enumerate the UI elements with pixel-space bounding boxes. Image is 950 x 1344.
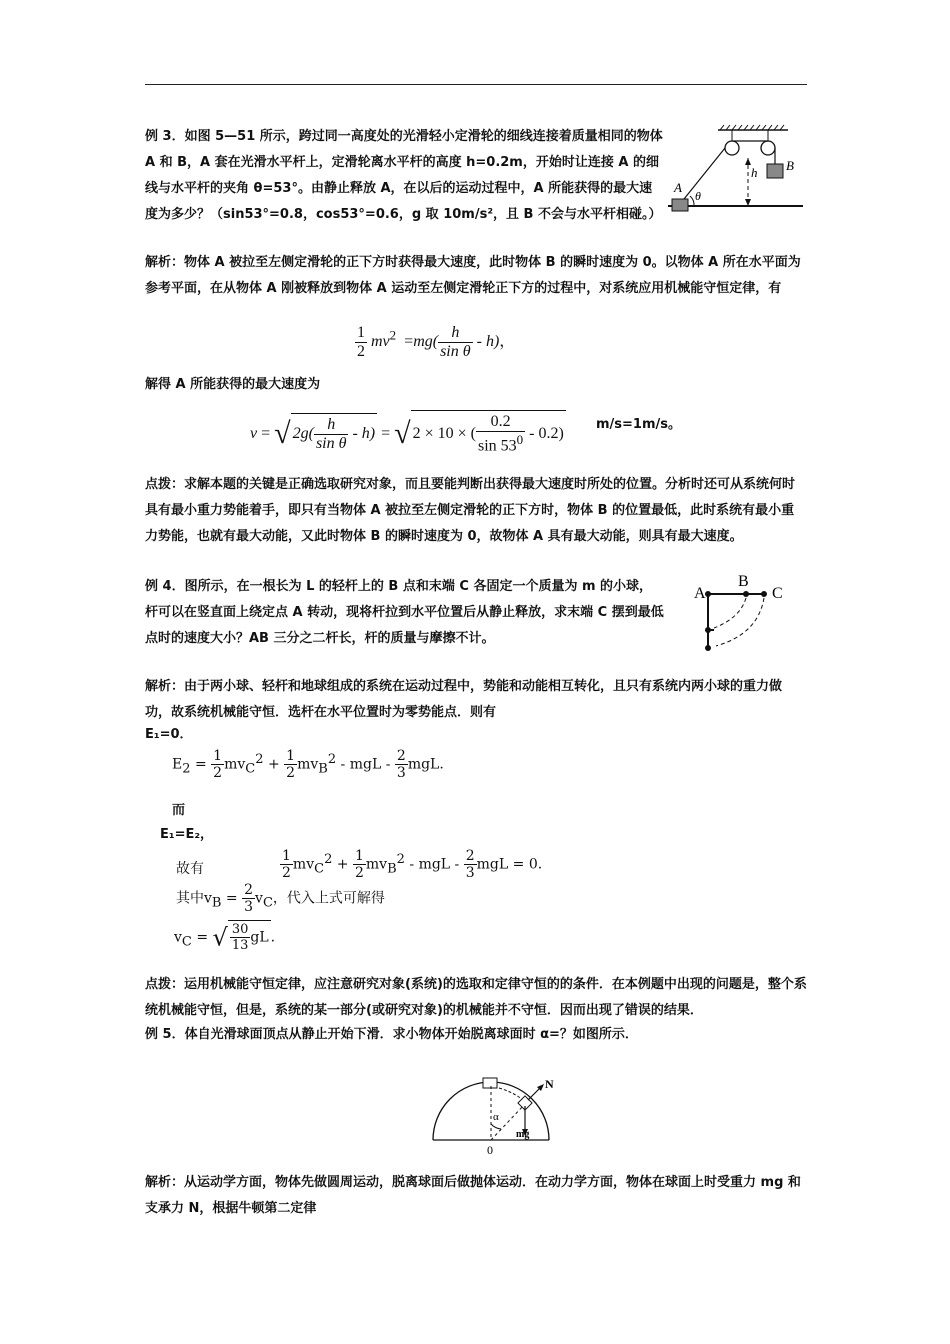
velocity-equation: v = √ 2g( $\frac{h}{\text{sin θ}}$ - h) = √ 2 × 10 × ( $\frac{0.2}{\sin 53^0}$ - 0.2) <box>250 410 566 455</box>
pulley-diagram <box>668 122 808 222</box>
example3-solve-line: 解得 A 所能获得的最大速度为 <box>145 377 321 392</box>
e1-equals-e2: E₁=E₂， <box>160 827 214 842</box>
example4-tip: 点拨：运用机械能守恒定律，应注意研究对象(系统)的选取和定律守恒的的条件．在本例题中出现的问题是，整个系统机械能守恒，但是，系统的某一部分(或研究对象)的机械能并不守恒．因而出现了错误的结果． <box>145 977 807 1018</box>
hemisphere-diagram <box>425 1074 565 1158</box>
example3-analysis: 解析：物体 A 被拉至左侧定滑轮的正下方时获得最大速度，此时物体 B 的瞬时速度为 0。以物体 A 所在水平面为参考平面，在从物体 A 刚被释放到物体 A 运动至左侧定滑轮正下方的过程中，对系统应用机械能守恒定律，有 <box>145 255 801 296</box>
vc-result: $v_C$ = √ $\frac{30}{13}$ gL . <box>174 922 276 953</box>
example4-analysis: 解析：由于两小球、轻杆和地球组成的系统在运动过程中，势能和动能相互转化，且只有系统内两小球的重力做功，故系统机械能守恒．选杆在水平位置时为零势能点．则有 <box>145 679 783 720</box>
label-a: A <box>674 180 682 195</box>
label-n: N <box>545 1077 554 1091</box>
velocity-result: m/s=1m/s。 <box>596 417 682 432</box>
label-alpha: α <box>493 1111 499 1123</box>
example5-text: 例 5．体自光滑球面顶点从静止开始下滑．求小物体开始脱离球面时 α=？如图所示． <box>145 1027 638 1042</box>
example4-text: 例 4．图所示，在一根长为 L 的轻杆上的 B 点和末端 C 各固定一个质量为 m 的小球，杆可以在竖直面上绕定点 A 转动，现将杆拉到水平位置后从静止释放，求末端 C 摆到最低点时的速度大小？AB 三分之二杆长，杆的质量与摩擦不计。 <box>145 579 664 646</box>
label-theta: θ <box>695 189 701 203</box>
label-mg: mg <box>516 1129 530 1140</box>
rod-diagram <box>690 568 800 658</box>
label-h: h <box>751 165 758 180</box>
label-a: A <box>694 585 706 602</box>
header-rule <box>145 84 807 85</box>
label-o: 0 <box>487 1143 493 1157</box>
qizhong-tail: ，代入上式可解得 <box>272 890 385 907</box>
conservation-equation: $\frac{1}{2}$ $mv_C^2$ + $\frac{1}{2}$ $mv_B^2$ - mgL - $\frac{2}{3}$ mgL = 0. <box>282 848 543 881</box>
qizhong-word: 其中 <box>176 890 204 907</box>
example3-text: 例 3．如图 5—51 所示，跨过同一高度处的光滑轻小定滑轮的细线连接着质量相同的物体 A 和 B，A 套在光滑水平杆上，定滑轮离水平杆的高度 h=0.2m，开始时让连接 A 的细线与水平杆的夹角 θ=53°。由静止释放 A，在以后的运动过程中，A 所能获得的最大速度为多少？（sin53°=0.8，cos53°=0.6，g 取 10m/s²，且 B 不会与水平杆相碰。） <box>145 129 663 222</box>
guyou-word: 故有 <box>176 861 204 877</box>
e2-equation: $E_2$ = $\frac{1}{2}$ $mv_C^2$ + $\frac{1}{2}$ $mv_B^2$ - mgL - $\frac{2}{3}$ mgL. <box>172 748 444 781</box>
vb-relation: 其中$v_B$ = $\frac{2}{3}$ $v_C$，代入上式可解得 <box>176 882 385 915</box>
label-b: B <box>786 158 794 173</box>
label-b: B <box>738 573 749 590</box>
example5-analysis: 解析：从运动学方面，物体先做圆周运动，脱离球面后做抛体运动．在动力学方面，物体在球面上时受重力 mg 和支承力 N，根据牛顿第二定律 <box>145 1175 801 1216</box>
er-word: 而 <box>172 803 186 818</box>
example3-tip: 点拨：求解本题的关键是正确选取研究对象，而且要能判断出获得最大速度时所处的位置。分析时还可从系统何时具有最小重力势能着手，即只有当物体 A 被拉至左侧定滑轮的正下方时，物体 B 的位置最低，此时系统有最小重力势能，也就有最大动能，又此时物体 B 的瞬时速度为 0，故物体 A 具有最大动能，则具有最大速度。 <box>145 477 796 544</box>
energy-equation: $\frac{1}{2}$ $mv^2 =mg$( $\frac{h}{\text{sin θ}}$ - h)， <box>357 324 516 360</box>
e1-zero: E₁=0． <box>145 727 193 742</box>
label-c: C <box>772 585 783 602</box>
